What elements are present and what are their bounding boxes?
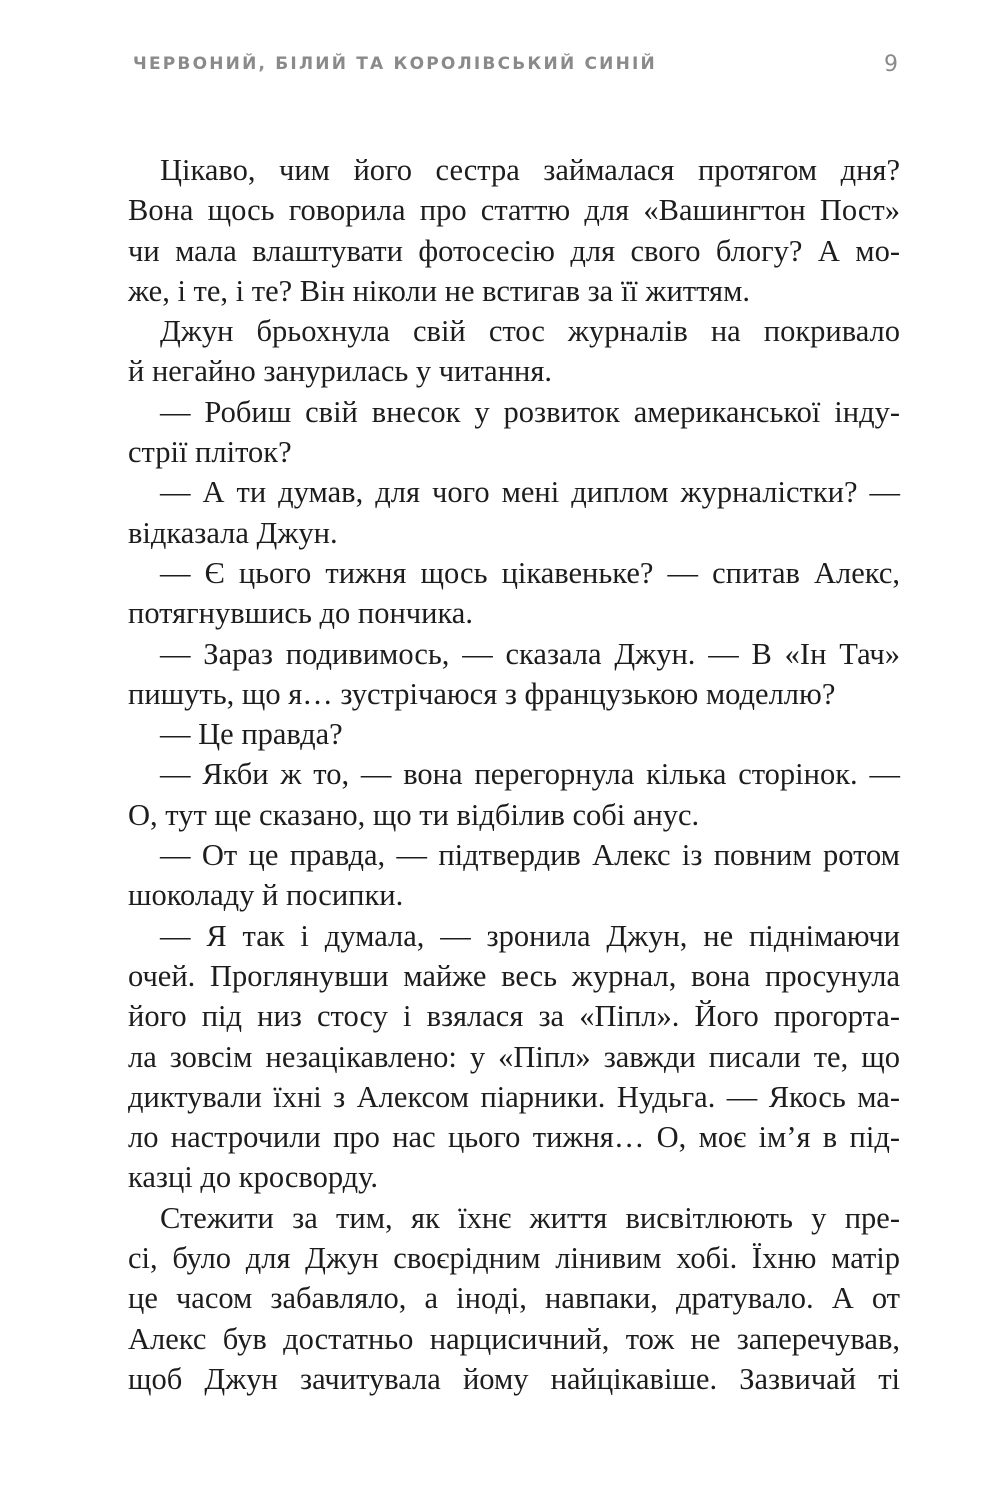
text-line: Вона щось говорила про статтю для «Вашингтон Пост» — [128, 193, 900, 228]
text-line: ло настрочили про нас цього тижня… О, моє ім’я в під- — [128, 1120, 900, 1155]
text-line: очей. Проглянувши майже весь журнал, вона просунула — [128, 958, 900, 993]
text-line: пишуть, що я… зустрічаюся з французькою моделлю? — [128, 676, 836, 711]
text-line: — Зараз подивимось, — сказала Джун. — В «Ін Тач» — [160, 636, 900, 671]
text-line: потягнувшись до пончика. — [128, 596, 473, 631]
text-line: Алекс був достатньо нарцисичний, тож не заперечував, — [128, 1321, 900, 1356]
text-line: щоб Джун зачитувала йому найцікавіше. Зазвичай ті — [128, 1361, 900, 1396]
text-line: — От це правда, — підтвердив Алекс із повним ротом — [160, 838, 900, 873]
text-line: — Якби ж то, — вона перегорнула кілька сторінок. — — [160, 757, 900, 792]
text-line: — Робиш свій внесок у розвиток американської інду- — [160, 394, 900, 429]
running-title: ЧЕРВОНИЙ, БІЛИЙ ТА КОРОЛІВСЬКИЙ СИНІЙ — [133, 54, 657, 74]
text-line: відказала Джун. — [128, 515, 338, 550]
text-line: казці до кросворду. — [128, 1160, 379, 1195]
text-line: же, і те, і те? Він ніколи не встигав за її життям. — [128, 273, 751, 308]
text-line: Стежити за тим, як їхнє життя висвітлюють у пре- — [160, 1200, 900, 1235]
text-line: це часом забавляло, а іноді, навпаки, дратувало. А от — [128, 1281, 900, 1316]
text-line: його під низ стосу і взялася за «Піпл». Його прогорта- — [128, 999, 900, 1034]
text-line: й негайно занурилась у читання. — [128, 354, 553, 389]
text-line: стрії пліток? — [128, 435, 292, 470]
text-line: О, тут ще сказано, що ти відбілив собі анус. — [128, 797, 700, 832]
page-number: 9 — [884, 52, 898, 77]
text-line: — А ти думав, для чого мені диплом журналістки? — — [160, 475, 900, 510]
text-line: шоколаду й посипки. — [128, 878, 404, 913]
text-line: ла зовсім незацікавлено: у «Піпл» завжди писали те, що — [128, 1039, 900, 1074]
text-line: — Є цього тижня щось цікавеньке? — спитав Алекс, — [160, 555, 900, 590]
text-line: сі, було для Джун своєрідним лінивим хобі. Їхню матір — [128, 1241, 900, 1276]
text-line: диктували їхні з Алексом піарники. Нудьга. — Якось ма- — [128, 1079, 900, 1114]
text-line: Цікаво, чим його сестра займалася протягом дня? — [160, 153, 900, 187]
body-text — [128, 150, 900, 1399]
text-line: чи мала влаштувати фотосесію для свого блогу? А мо- — [128, 233, 900, 268]
text-line: — Це правда? — [160, 717, 343, 752]
text-line: Джун брьохнула свій стос журналів на покривало — [160, 314, 900, 349]
text-line: — Я так і думала, — зронила Джун, не піднімаючи — [160, 918, 900, 953]
